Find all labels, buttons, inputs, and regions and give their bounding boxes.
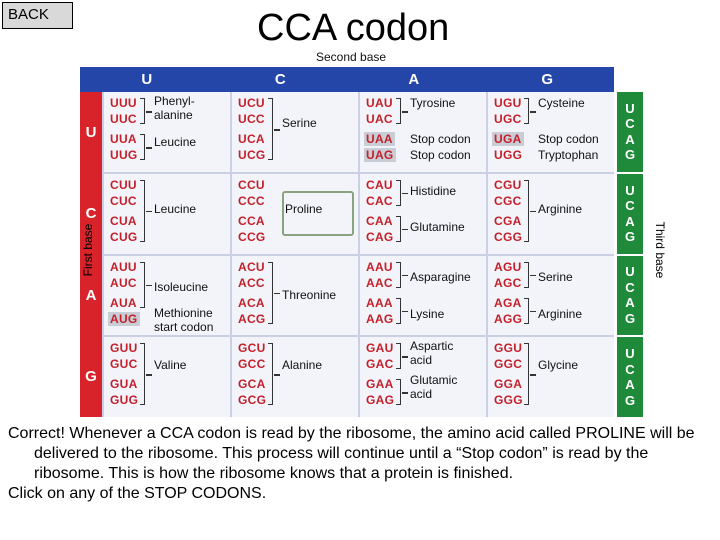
codon-table [60,48,667,420]
codon-uau: UAU [366,96,393,110]
codon-bracket [524,98,529,124]
third-base-group [617,92,643,172]
third-base-letter: U [625,264,635,280]
codon-bracket [396,298,401,324]
codon-ugg: UGG [494,148,523,162]
codon-cell-ug [488,92,614,172]
third-base-letter: C [625,116,635,132]
amino-acid-label: Isoleucine [154,279,209,294]
codon-bracket [140,262,145,308]
first-base-label: First base [81,223,95,277]
codon-bracket [524,298,529,324]
page-title: CCA codon [257,7,450,49]
codon-cau: CAU [366,177,393,192]
codon-bracket [524,180,529,242]
amino-acid-label: Aspartic acid [410,339,454,368]
codon-cell-ua [360,92,486,172]
codon-grid [102,92,614,417]
codon-agc: AGC [494,275,522,290]
codon-bracket [140,343,145,405]
third-base-letter: C [625,361,635,377]
codon-bracket [140,98,145,124]
codon-acc: ACC [238,275,265,290]
codon-gcg: GCG [238,393,267,408]
codon-cca: CCA [238,213,265,228]
codon-ucc: UCC [238,112,265,126]
codon-cell-au [104,256,230,336]
codon-ccc: CCC [238,193,265,208]
codon-bracket [396,262,401,288]
codon-cell-ac [232,256,358,336]
codon-bracket [396,216,401,242]
codon-gua: GUA [110,377,138,392]
third-base-letter: G [624,147,636,163]
codon-bracket [524,262,529,288]
third-base-letter: U [625,346,635,362]
amino-acid-label: Tryptophan [538,148,599,162]
codon-aua: AUA [110,295,137,310]
amino-acid-label: Serine [282,116,317,130]
codon-gga: GGA [494,377,523,392]
bracket-tick [402,356,408,358]
codon-bracket [396,379,401,405]
third-base-group [617,335,643,417]
codon-ugu: UGU [494,96,522,110]
bracket-tick [146,111,152,113]
codon-aug: AUG [110,311,138,326]
amino-acid-label: Serine [538,269,573,284]
third-base-group [617,254,643,336]
second-base-header [80,67,614,92]
codon-caa: CAA [366,213,393,228]
codon-cell-ga [360,337,486,417]
codon-aau: AAU [366,259,393,274]
codon-gcc: GCC [238,357,266,372]
amino-acid-label: Glycine [538,358,579,373]
back-button[interactable]: BACK [2,2,73,29]
third-base-letter: A [625,131,635,147]
codon-auc: AUC [110,275,137,290]
codon-guu: GUU [110,341,138,356]
third-base-label: Third base [653,221,667,279]
codon-cgu: CGU [494,177,522,192]
codon-uug: UUG [110,148,138,162]
amino-acid-label: Methionine start codon [154,305,214,334]
codon-aca: ACA [238,295,265,310]
codon-uga[interactable]: UGA [494,132,522,146]
codon-cell-gg [488,337,614,417]
codon-cell-gc [232,337,358,417]
amino-acid-label: Leucine [154,201,197,216]
codon-gca: GCA [238,377,266,392]
codon-bracket [268,98,273,160]
codon-bracket [524,343,529,405]
codon-aaa: AAA [366,295,393,310]
bracket-tick [274,374,280,376]
amino-acid-label: Arginine [538,201,583,216]
codon-ugc: UGC [494,112,522,126]
codon-bracket [140,180,145,242]
codon-uca: UCA [238,132,265,146]
codon-gug: GUG [110,393,139,408]
third-base-letter: G [624,229,636,245]
codon-cgg: CGG [494,229,523,244]
second-base-label: Second base [316,50,387,64]
codon-cell-uu [104,92,230,172]
bracket-tick [402,229,408,231]
codon-cua: CUA [110,213,137,228]
codon-aac: AAC [366,275,393,290]
codon-gcu: GCU [238,341,266,356]
amino-acid-label: Alanine [282,358,323,373]
second-base-u: U [141,71,153,88]
amino-acid-label: Phenyl- alanine [154,94,195,122]
codon-acu: ACU [238,259,265,274]
first-base-g: G [85,367,97,385]
amino-acid-label: Threonine [282,287,337,302]
codon-cag: CAG [366,229,394,244]
amino-acid-label: Asparagine [410,269,471,284]
codon-uac: UAC [366,112,393,126]
amino-acid-label: Cysteine [538,96,585,110]
codon-bracket [268,262,273,324]
bracket-tick [402,311,408,313]
bracket-tick [402,392,408,394]
instruction-text: Click on any of the STOP CODONS. [8,485,267,502]
codon-bracket [396,98,401,124]
codon-cell-aa [360,256,486,336]
codon-uuu: UUU [110,96,137,110]
bracket-tick [146,374,152,376]
codon-aag: AAG [366,311,394,326]
codon-ggu: GGU [494,341,523,356]
bracket-tick [402,275,408,277]
codon-cuc: CUC [110,193,137,208]
amino-acid-label: Valine [154,358,187,373]
codon-cuu: CUU [110,177,137,192]
amino-acid-label[interactable]: Stop codon [410,132,471,146]
codon-ccg: CCG [238,229,266,244]
second-base-a: A [408,71,420,88]
bracket-tick [530,111,536,113]
amino-acid-label: Proline [285,201,323,216]
bracket-tick [402,193,408,195]
third-base-group [617,172,643,254]
third-base-letter: G [624,392,636,408]
codon-bracket [268,343,273,405]
amino-acid-label: Leucine [154,135,197,149]
amino-acid-label: Glutamic acid [410,373,458,402]
codon-uaa[interactable]: UAA [366,132,393,146]
codon-cell-uc [232,92,358,172]
codon-cug: CUG [110,229,138,244]
bracket-tick [274,129,280,131]
bracket-tick [146,147,152,149]
amino-acid-label: Arginine [538,306,583,321]
bracket-tick [402,111,408,113]
bracket-tick [530,211,536,213]
bracket-tick [530,311,536,313]
codon-ccu: CCU [238,177,265,192]
bracket-tick [530,374,536,376]
codon-gaa: GAA [366,377,394,392]
codon-cga: CGA [494,213,522,228]
codon-ggg: GGG [494,393,523,408]
bracket-tick [146,285,152,287]
codon-gac: GAC [366,357,394,372]
codon-gau: GAU [366,341,394,356]
third-base-letter: A [625,295,635,311]
codon-ucu: UCU [238,96,265,110]
codon-bracket [140,134,145,160]
codon-guc: GUC [110,357,138,372]
second-base-g: G [541,71,554,88]
amino-acid-label: Histidine [410,183,457,198]
amino-acid-label[interactable]: Stop codon [410,148,471,162]
codon-uua: UUA [110,132,137,146]
third-base-letter: A [625,377,635,393]
first-base-a: A [85,286,97,304]
correct-message: Correct! Whenever a CCA codon is read by the ribosome, the amino acid called PROLINE will be delivered to the ribosome. This process will continue until a “Stop codon” is read by the ribosome. This is how the ribosome knows that a protein is finished. [8,425,695,482]
codon-auu: AUU [110,259,137,274]
codon-uuc: UUC [110,112,137,126]
codon-aga: AGA [494,295,522,310]
codon-cell-cu [104,174,230,254]
bracket-tick [146,211,152,213]
codon-ucg: UCG [238,148,266,162]
amino-acid-label: Lysine [410,306,445,321]
codon-agg: AGG [494,311,523,326]
amino-acid-label[interactable]: Stop codon [538,132,599,146]
codon-bracket [396,343,401,369]
codon-cell-cg [488,174,614,254]
proline-highlight-box[interactable] [282,191,354,236]
codon-cac: CAC [366,193,393,208]
codon-bracket [396,180,401,206]
third-base-header [617,92,643,417]
codon-cgc: CGC [494,193,522,208]
third-base-letter: C [625,198,635,214]
codon-acg: ACG [238,311,266,326]
third-base-letter: U [625,100,635,116]
first-base-c: C [85,205,97,223]
third-base-letter: C [625,279,635,295]
third-base-letter: A [625,213,635,229]
codon-cell-gu [104,337,230,417]
codon-cell-ca [360,174,486,254]
feedback-text [8,424,708,504]
amino-acid-label: Glutamine [410,219,465,234]
second-base-c: C [274,71,286,88]
codon-cell-ag [488,256,614,336]
first-base-u: U [85,124,97,142]
amino-acid-label: Tyrosine [410,96,456,110]
codon-agu: AGU [494,259,522,274]
codon-uag[interactable]: UAG [366,148,394,162]
third-base-letter: G [624,310,636,326]
bracket-tick [530,275,536,277]
codon-gag: GAG [366,393,395,408]
third-base-letter: U [625,182,635,198]
bracket-tick [274,293,280,295]
codon-ggc: GGC [494,357,523,372]
